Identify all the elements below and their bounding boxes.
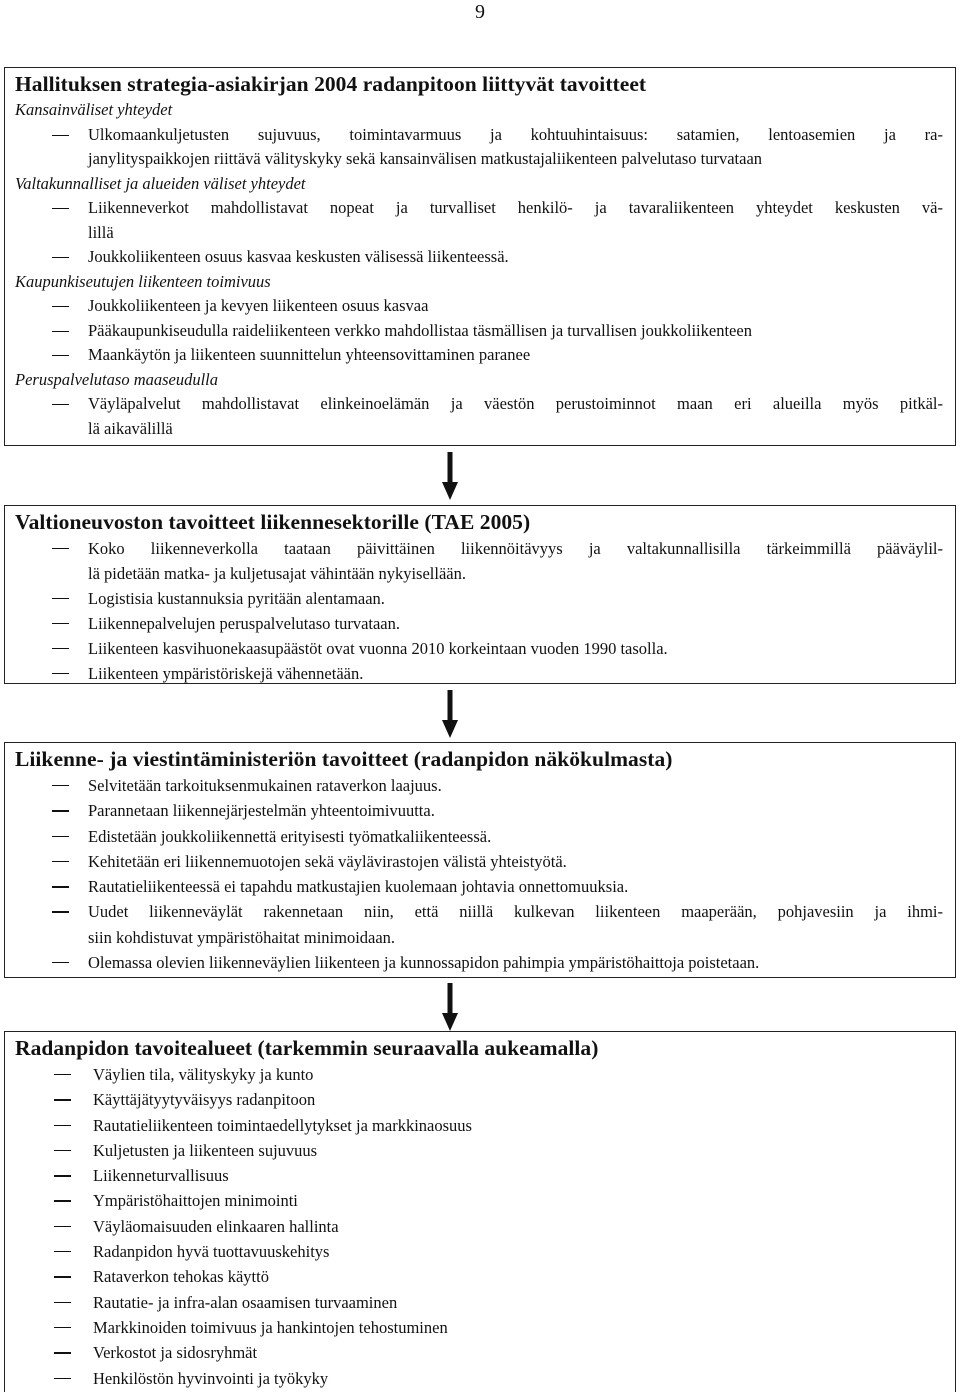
list-item-text: lillä xyxy=(88,222,114,242)
section-list xyxy=(15,392,945,441)
box-title: Liikenne- ja viestintäministeriön tavoitteet (radanpidon näkökulmasta) xyxy=(15,747,673,771)
list-item xyxy=(15,773,945,798)
list-item-text: Rautatieliikenteessä ei tapahdu matkustajien kuolemaan johtavia onnettomuuksia. xyxy=(88,877,629,897)
list-item xyxy=(15,1239,945,1264)
list-item-text: Selvitetään tarkoituksenmukainen rataverkon laajuus. xyxy=(88,776,442,795)
goal-list xyxy=(15,536,945,686)
list-item-text: Liikennepalvelujen peruspalvelutaso turvataan. xyxy=(88,614,401,633)
list-item xyxy=(15,899,945,950)
box-title: Hallituksen strategia-asiakirjan 2004 radanpitoon liittyvät tavoitteet xyxy=(15,72,647,96)
list-item xyxy=(15,245,945,270)
government-strategy-box xyxy=(4,67,956,446)
goal-list xyxy=(15,773,945,975)
list-item xyxy=(15,849,945,874)
list-item xyxy=(15,824,945,849)
list-item-text: Joukkoliikenteen osuus kasvaa keskusten välisessä liikenteessä. xyxy=(88,247,509,266)
list-item-text: Rautatieliikenteen toimintaedellytykset ja markkinaosuus xyxy=(93,1115,472,1135)
list-item xyxy=(15,1214,945,1239)
list-item-text: Liikenteen ympäristöriskejä vähennetään. xyxy=(88,664,364,683)
list-item xyxy=(15,536,945,586)
list-item-text: Olemassa olevien liikenneväylien liikenteen ja kunnossapidon pahimpia ympäristöhaittoja poistetaan. xyxy=(88,953,760,973)
list-item xyxy=(15,1188,945,1213)
list-item-text: Maankäytön ja liikenteen suunnittelun yhteensovittaminen paranee xyxy=(88,345,531,364)
list-item-text: Liikenneturvallisuus xyxy=(93,1166,229,1186)
list-item-text: Pääkaupunkiseudulla raideliikenteen verkko mahdollistaa täsmällisen ja turvallisen joukkoliikenteen xyxy=(88,320,752,340)
list-item xyxy=(15,1163,945,1188)
page-number: 9 xyxy=(475,1,485,23)
box-content xyxy=(15,98,945,441)
list-item-text: Ympäristöhaittojen minimointi xyxy=(93,1191,298,1211)
list-item-text: lä pidetään matka- ja kuljetusajat vähintään nykyisellään. xyxy=(88,564,466,583)
list-item xyxy=(15,1366,945,1391)
down-arrow-icon xyxy=(440,690,460,738)
list-item xyxy=(15,636,945,661)
list-item-text: Kehitetään eri liikennemuotojen sekä väylävirastojen välistä yhteistyötä. xyxy=(88,851,567,871)
list-item xyxy=(15,611,945,636)
list-item xyxy=(15,1138,945,1163)
section-heading: Kaupunkiseutujen liikenteen toimivuus xyxy=(15,271,271,291)
list-item-text: Liikenteen kasvihuonekaasupäästöt ovat vuonna 2010 korkeintaan vuoden 1990 tasolla. xyxy=(88,639,668,658)
list-item xyxy=(15,196,945,245)
list-item-text: Henkilöstön hyvinvointi ja työkyky xyxy=(93,1368,329,1388)
list-item-text: Väylien tila, välityskyky ja kunto xyxy=(93,1065,314,1084)
list-item-text: Väyläomaisuuden elinkaaren hallinta xyxy=(93,1216,339,1236)
down-arrow-icon xyxy=(440,452,460,500)
list-item xyxy=(15,319,945,344)
list-item xyxy=(15,123,945,172)
list-item xyxy=(15,1290,945,1315)
section-heading: Peruspalvelutaso maaseudulla xyxy=(15,369,219,389)
list-item-text: Logistisia kustannuksia pyritään alentamaan. xyxy=(88,589,385,608)
section-list xyxy=(15,196,945,270)
list-item-text: Parannetaan liikennejärjestelmän yhteentoimivuutta. xyxy=(88,801,435,821)
section-list xyxy=(15,294,945,368)
section-list xyxy=(15,123,945,172)
list-item xyxy=(15,1315,945,1340)
ministry-goals-box xyxy=(4,742,956,978)
council-goals-box xyxy=(4,505,956,684)
list-item-text: Käyttäjätyytyväisyys radanpitoon xyxy=(93,1090,316,1110)
list-item-text: Joukkoliikenteen ja kevyen liikenteen osuus kasvaa xyxy=(88,296,429,315)
list-item-text: Verkostot ja sidosryhmät xyxy=(93,1343,258,1363)
list-item xyxy=(15,1062,945,1087)
list-item-text: Kuljetusten ja liikenteen sujuvuus xyxy=(93,1140,318,1160)
list-item xyxy=(15,1340,945,1365)
list-item xyxy=(15,343,945,368)
box-title: Valtioneuvoston tavoitteet liikennesektorille (TAE 2005) xyxy=(15,510,531,534)
list-item xyxy=(15,1113,945,1138)
list-item-text: janylityspaikkojen riittävä välityskyky sekä kansainvälisen matkustajaliikenteen palvelutaso turvataan xyxy=(88,149,763,168)
list-item xyxy=(15,294,945,319)
down-arrow-icon xyxy=(440,983,460,1031)
list-item-text: Väyläpalvelut mahdollistavat elinkeinoelämän ja väestön perustoiminnot maan eri alueilla myös pitkäl- xyxy=(88,394,943,413)
list-item-text: Ulkomaankuljetusten sujuvuus, toimintavarmuus ja kohtuuhintaisuus: satamien, lentoasemien ja ra- xyxy=(88,124,943,144)
list-item-text: Radanpidon hyvä tuottavuuskehitys xyxy=(93,1242,330,1262)
track-maintenance-areas-box xyxy=(4,1031,956,1392)
list-item-text: lä aikavälillä xyxy=(88,418,173,438)
list-item xyxy=(15,1264,945,1289)
list-item xyxy=(15,950,945,975)
list-item xyxy=(15,661,945,686)
list-item-text: Markkinoiden toimivuus ja hankintojen tehostuminen xyxy=(93,1317,448,1337)
list-item xyxy=(15,1087,945,1112)
list-item-text: Edistetään joukkoliikennettä erityisesti työmatkaliikenteessä. xyxy=(88,826,492,846)
list-item xyxy=(15,874,945,899)
list-item-text: Rautatie- ja infra-alan osaamisen turvaaminen xyxy=(93,1292,398,1312)
target-area-list xyxy=(15,1062,945,1391)
list-item xyxy=(15,798,945,823)
section-heading: Valtakunnalliset ja alueiden väliset yhteydet xyxy=(15,173,306,193)
list-item-text: Rataverkon tehokas käyttö xyxy=(93,1267,269,1287)
box-title: Radanpidon tavoitealueet (tarkemmin seuraavalla aukeamalla) xyxy=(15,1036,599,1060)
list-item-text: Koko liikenneverkolla taataan päivittäinen liikennöitävyys ja valtakunnallisilla tärkeimmillä pääväylil- xyxy=(88,539,943,558)
list-item-text: Uudet liikenneväylät rakennetaan niin, että niillä kulkevan liikenteen maaperään, pohjavesiin ja ihmi- xyxy=(88,902,943,922)
list-item-text: Liikenneverkot mahdollistavat nopeat ja turvalliset henkilö- ja tavaraliikenteen yhteydet keskusten vä- xyxy=(88,198,943,217)
list-item xyxy=(15,392,945,441)
section-heading: Kansainväliset yhteydet xyxy=(15,100,173,119)
list-item xyxy=(15,586,945,611)
list-item-text: siin kohdistuvat ympäristöhaitat minimoidaan. xyxy=(88,927,396,947)
